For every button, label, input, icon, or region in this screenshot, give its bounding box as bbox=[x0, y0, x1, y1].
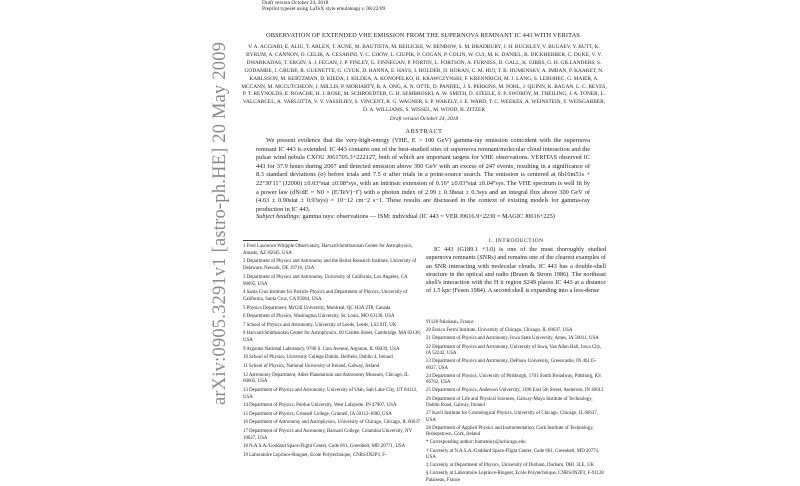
footnote: 5 Physics Department, McGill University, Montreal, QC H3A 2T8, Canada bbox=[243, 305, 391, 311]
footnote: 11 School of Physics, National University of Ireland, Galway, Ireland bbox=[243, 363, 380, 369]
footnote: 27 Kavli Institute for Cosmological Physics, University of Chicago, Chicago, IL 60637, USA bbox=[426, 411, 598, 423]
draft-header bbox=[262, 0, 385, 12]
footnote: 8 Harvard-Smithsonian Center for Astrophysics, 60 Garden Street, Cambridge, MA 02138, USA bbox=[243, 331, 421, 344]
footnote: † Currently at N.A.S.A./Goddard Space-Flight Center, Code 661, Greenbelt, MD 20771, USA bbox=[426, 448, 600, 461]
abstract-heading: ABSTRACT bbox=[405, 128, 443, 135]
abstract-text: We present evidence that the very-high-energy (VHE, E > 100 GeV) gamma-ray emission coincident with the supernova remnant IC 443 is extended. IC 443 contains one of the best-studied sites of supernova remnant/molecular cloud interaction and the pulsar wind nebula CXOU J061705.3+222127, both of which are important targets for VHE observations. VERITAS observed IC 443 for 37.9 hours during 2007 and detected emission above 300 GeV with an excess of 247 events, resulting in a significance of 8.3 standard deviations (σ) before trials and 7.5 σ after trials in a point-source search. The emission is centered at 6h16m51s + 22°30′11″ (J2000) ±0.03°stat ±0.08°sys, with an intrinsic extension of 0.16° ±0.03°stat ±0.04°sys. The VHE spectrum is well fit by a power law (dN/dE = N0 × (E/TeV)−Γ) with a photon index of 2.99 ± 0.38stat ± 0.3sys and an integral flux above 300 GeV of (4.63 ± 0.90stat ± 0.93sys) × 10−12 cm−2 s−1. These results are discussed in the context of existing models for gamma-ray production in IC 443. bbox=[256, 137, 590, 213]
footnote: 18 N.A.S.A./Goddard Space-Flight Center, Code 661, Greenbelt, MD 20771, USA bbox=[243, 444, 406, 450]
footnote: * Corresponding author: humensky@uchicago.edu bbox=[426, 440, 526, 446]
footnote: 10 School of Physics, University College Dublin, Belfield, Dublin 4, Ireland bbox=[243, 355, 393, 361]
footnote: § Currently at Laboratoire Leprince-Ringuet, Ecole Polytechnique, CNRS/IN2P3, F-91128 Palaiseau, France bbox=[426, 471, 604, 483]
footnote: 6 Department of Physics, Washington University, St. Louis, MO 63130, USA bbox=[243, 314, 395, 320]
section-heading-introduction: 1. INTRODUCTION bbox=[488, 238, 544, 244]
footnote: 1 Fred Lawrence Whipple Observatory, Harvard-Smithsonian Center for Astrophysics, Amado, AZ 85645, USA bbox=[243, 244, 413, 256]
footnote: 28 Department of Applied Physics and Instrumentation, Cork Institute of Technology, Bishopstown, Cork, Ireland bbox=[426, 425, 594, 438]
footnote: ‡ Currently at Department of Physics, University of Durham, Durham, DH1 3LE, UK bbox=[426, 463, 595, 469]
footnote: 91128 Palaiseau, France bbox=[426, 320, 474, 325]
preprint-line: Preprint typeset using LaTeX style emulateapj v. 08/22/09 bbox=[262, 6, 386, 12]
footnote: 3 Department of Physics and Astronomy, University of California, Los Angeles, CA 90095, USA bbox=[243, 274, 408, 287]
author-list: V. A. ACCIARI, E. ALIU, T. ARLEN, T. AUNE, M. BAUTISTA, M. BEILICKE, W. BENBOW, S. M. BRADBURY, J. H. BUCKLEY, V. BUGAEV, Y. BUTT, K. BYRUM, A. CANNON, O. CELIK, A. CESARINI, Y. C. CHOW, L. CIUPIK, P. COGAN, P. COLIN, W. CUI, M. K. DANIEL, R. DICKHERBER, C. DUKE, V. V. DWARKADAS, T. ERGIN, S. J. FEGAN, J. P. FINLEY, G. FINNEGAN, P. FORTIN, L. FORTSON, A. FURNISS, D. GALL, K. GIBBS, G. H. GILLANDERS, S. GODAMBE, J. GRUBE, R. GUENETTE, G. GYUK, D. HANNA, E. HAYS, J. HOLDER, D. HORAN, C. M. HUI, T. B. HUMENSKY, A. IMRAN, P. KAARET, N. KARLSSON, M. KERTZMAN, D. KIEDA, J. KILDEA, A. KONOPELKO, H. KRAWCZYNSKI, F. KRENNRICH, M. J. LANG, S. LEBOHEC, G. MAIER, A. MCCANN, M. MCCUTCHEON, J. MILLIS, P. MORIARTY, R. A. ONG, A. N. OTTE, D. PANDEL, J. S. PERKINS, M. POHL, J. QUINN, K. RAGAN, L. C. REYES, P. T. REYNOLDS, E. ROACHE, H. J. ROSE, M. SCHROEDTER, G. H. SEMBROSKI, A. W. SMITH, D. STEELE, S. P. SWORDY, M. THEILING, J. A. TONER, L. VALCARCEL, A. VARLOTTA, V. V. VASSILIEV, S. VINCENT, R. G. WAGNER, S. P. WAKELY, J. E. WARD, T. C. WEEKES, A. WEINSTEIN, T. WEISGARBER, D. A. WILLIAMS, S. WISSEL, M. WOOD, B. ZITZER bbox=[241, 44, 607, 114]
date-line: Draft version October 24, 2018 bbox=[389, 116, 459, 122]
arxiv-stamp: arXiv:0905.3291v1 [astro-ph.HE] 20 May 2009 bbox=[210, 41, 230, 405]
footnote: 21 Department of Physics and Astronomy, Iowa State University, Ames, IA 50011, USA bbox=[426, 336, 599, 342]
footnote: 22 Department of Physics and Astronomy, University of Iowa, Van Allen Hall, Iowa City, IA 52242, USA bbox=[426, 344, 602, 357]
footnote: 14 Department of Physics, Purdue University, West Lafayette, IN 47907, USA bbox=[243, 403, 397, 409]
footnotes-left bbox=[243, 244, 421, 462]
footnotes-right bbox=[426, 320, 606, 486]
footnote-rule bbox=[243, 240, 298, 241]
footnote: 15 Department of Physics, Grinnell College, Grinnell, IA 50112-1690, USA bbox=[243, 411, 392, 417]
footnote: 4 Santa Cruz Institute for Particle Physics and Department of Physics, University of California, Santa Cruz, CA 95064, USA bbox=[243, 290, 408, 302]
draft-line: Draft version October 24, 2018 bbox=[262, 0, 329, 6]
footnote: 2 Department of Physics and Astronomy and the Bartol Research Institute, University of Delaware, Newark, DE 19716, USA bbox=[243, 259, 417, 272]
footnote: 17 Department of Physics and Astronomy, Barnard College, Columbia University, NY 10027, USA bbox=[243, 429, 412, 441]
footnote: 19 Laboratoire Leprince-Ringuet, Ecole Polytechnique, CNRS/IN2P3, F- bbox=[243, 453, 387, 459]
footnote: 12 Astronomy Department, Adler Planetarium and Astronomy Museum, Chicago, IL 60605, USA bbox=[243, 372, 409, 385]
footnote: 24 Department of Physics, University of Pittsburgh, 1701 South Broadway, Pittsburg, KS 66762, USA bbox=[426, 373, 601, 386]
footnote: 23 Department of Physics and Astronomy, DePauw University, Greencastle, IN 46135-0037, USA bbox=[426, 359, 597, 371]
footnote: 26 Department of Life and Physical Sciences, Galway-Mayo Institute of Technology, Dublin Road, Galway, Ireland bbox=[426, 396, 593, 409]
footnote: 20 Enrico Fermi Institute, University of Chicago, Chicago, IL 60637, USA bbox=[426, 328, 573, 334]
footnote: 16 Department of Astronomy and Astrophysics, University of Chicago, Chicago, IL 60637 bbox=[243, 420, 421, 426]
footnote: 9 Argonne National Laboratory, 9700 S. Cass Avenue, Argonne, IL 60439, USA bbox=[243, 346, 400, 352]
footnote: 13 Department of Physics and Astronomy, University of Utah, Salt Lake City, UT 84112, USA bbox=[243, 387, 418, 400]
subject-text: gamma rays: observations — ISM: individual (IC 443 = VER J0616.9+2230 = MAGIC J0616+225) bbox=[300, 213, 555, 220]
footnote: 25 Department of Physics, Anderson University, 1100 East 5th Street, Anderson, IN 46012 bbox=[426, 388, 604, 394]
footnote: 7 School of Physics and Astronomy, University of Leeds, Leeds, LS2 9JT, UK bbox=[243, 322, 397, 328]
introduction-text: IC 443 (G189.1 +3.0) is one of the most thoroughly studied supernova remnants (SNRs) and remains one of the clearest examples of an SNR interacting with molecular clouds. IC 443 has a double-shell structure in the optical and radio (Braun & Strom 1986). The northeast shell's interaction with the H ii region S249 places IC 443 at a distance of 1.5 kpc (Fesen 1984). A second shell is expanding into a less-dense bbox=[426, 246, 606, 295]
subject-label: Subject headings: bbox=[256, 213, 301, 220]
paper-title: OBSERVATION OF EXTENDED VHE EMISSION FROM THE SUPERNOVA REMNANT IC 443 WITH VERITAS bbox=[266, 32, 580, 39]
subject-headings bbox=[256, 213, 590, 222]
